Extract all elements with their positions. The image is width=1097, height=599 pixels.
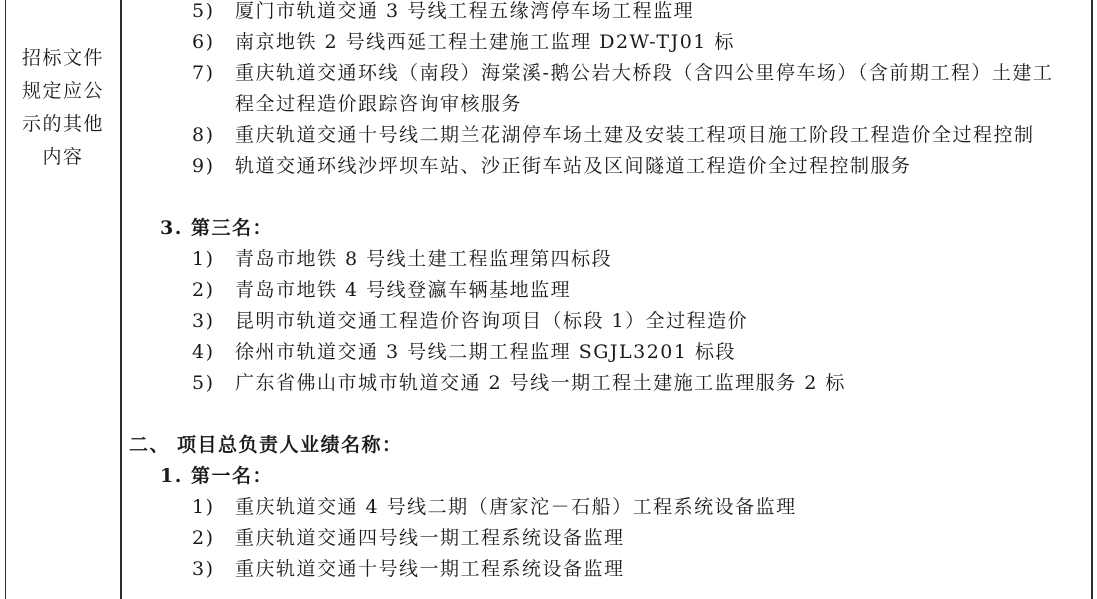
row-label: 招标文件规定应公示的其他内容 [21,47,104,168]
list-item-text: 青岛市地铁 4 号线登瀛车辆基地监理 [235,279,572,301]
list-item-number: 8) [192,124,215,146]
table-border-right [1091,0,1093,599]
subsection-heading [122,461,1091,492]
list-item [122,0,1091,27]
section-marker: 二、 [129,434,171,456]
list-item-text: 重庆轨道交通十号线一期工程系统设备监理 [235,558,625,580]
list-item-text: 徐州市轨道交通 3 号线二期工程监理 SGJL3201 标段 [235,341,737,363]
list-item [122,275,1091,306]
row-label-cell [6,0,120,599]
list-item-text: 广东省佛山市城市轨道交通 2 号线一期工程土建施工监理服务 2 标 [235,372,846,394]
list-item-number: 6) [192,31,215,53]
list-item-text: 厦门市轨道交通 3 号线工程五缘湾停车场工程监理 [235,0,695,22]
list-item-number: 1) [192,248,215,270]
list-item [122,27,1091,58]
list-item-text: 南京地铁 2 号线西延工程土建施工监理 D2W-TJ01 标 [235,31,735,53]
list-item-number: 5) [192,0,215,22]
list-item-number: 4) [192,341,215,363]
list-item [122,523,1091,554]
list-item-text: 昆明市轨道交通工程造价咨询项目（标段 1）全过程造价 [235,310,749,332]
list-item-number: 3) [192,558,215,580]
list-item [122,244,1091,275]
blank-line [122,182,1091,213]
section-title: 项目总负责人业绩名称： [177,434,403,456]
row-content-cell [122,0,1091,585]
list-item-number: 9) [192,155,215,177]
list-item [122,58,1091,120]
subsection-title: 3. 第三名： [160,217,273,239]
list-item [122,554,1091,585]
list-item-text: 青岛市地铁 8 号线土建工程监理第四标段 [235,248,613,270]
blank-line [122,399,1091,430]
list-item [122,492,1091,523]
list-item-text: 轨道交通环线沙坪坝车站、沙正街车站及区间隧道工程造价全过程控制服务 [235,155,912,177]
list-item [122,337,1091,368]
list-item-text: 重庆轨道交通四号线一期工程系统设备监理 [235,527,625,549]
subsection-heading [122,213,1091,244]
list-item-number: 2) [192,279,215,301]
list-item [122,120,1091,151]
list-item-text: 重庆轨道交通 4 号线二期（唐家沱－石船）工程系统设备监理 [235,496,797,518]
list-item [122,306,1091,337]
section-heading [122,430,1091,461]
list-item-number: 3) [192,310,215,332]
list-item-text: 重庆轨道交通环线（南段）海棠溪-鹅公岩大桥段（含四公里停车场）（含前期工程）土建工程全过程造价跟踪咨询审核服务 [235,62,1054,115]
list-item-text: 重庆轨道交通十号线二期兰花湖停车场土建及安装工程项目施工阶段工程造价全过程控制 [235,124,1035,146]
list-item [122,151,1091,182]
list-item [122,368,1091,399]
list-item-number: 5) [192,372,215,394]
list-item-number: 2) [192,527,215,549]
list-item-number: 1) [192,496,215,518]
list-item-number: 7) [192,62,215,84]
subsection-title: 1. 第一名： [160,465,273,487]
